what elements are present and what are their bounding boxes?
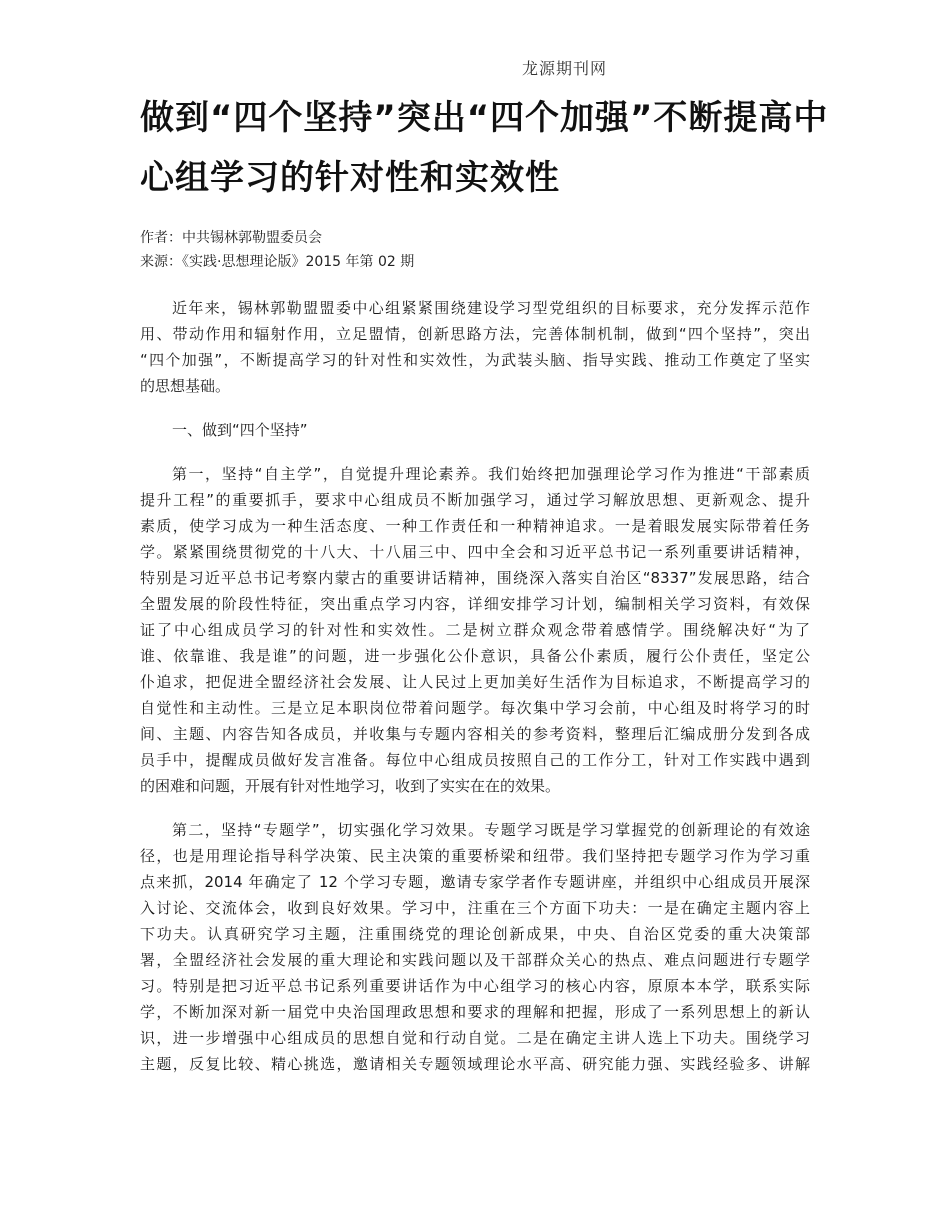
text-line: 识，进一步增强中心组成员的思想自觉和行动自觉。二是在确定主讲人选上下功夫。围绕学习 [140, 1029, 810, 1047]
text-line: 谁、依靠谁、我是谁”的问题，进一步强化公仆意识，具备公仆素质，履行公仆责任，坚定公 [140, 647, 810, 665]
title-line: 做到“四个坚持”突出“四个加强”不断提高中 [140, 98, 829, 138]
text-line: “四个加强”，不断提高学习的针对性和实效性，为武装头脑、指导实践、推动工作奠定了坚实 [140, 351, 810, 369]
text-line: 署，全盟经济社会发展的重大理论和实践问题以及干部群众关心的热点、难点问题进行专题学 [140, 951, 810, 969]
text-line: 提升工程”的重要抓手，要求中心组成员不断加强学习，通过学习解放思想、更新观念、提升 [140, 491, 810, 509]
paragraph-second [140, 817, 810, 1077]
title-line: 心组学习的针对性和实效性 [140, 158, 560, 198]
text-line: 全盟发展的阶段性特征，突出重点学习内容，详细安排学习计划，编制相关学习资料，有效保 [140, 595, 810, 613]
text-line: 一、做到“四个坚持” [172, 421, 308, 439]
text-line: 径，也是用理论指导科学决策、民主决策的重要桥梁和纽带。我们坚持把专题学习作为学习重 [140, 847, 810, 865]
section-heading [140, 417, 810, 443]
article-meta [140, 226, 414, 274]
text-line: 的思想基础。 [140, 377, 231, 395]
text-line: 第一，坚持“自主学”，自觉提升理论素养。我们始终把加强理论学习作为推进“干部素质 [172, 465, 810, 483]
text-line: 近年来，锡林郭勒盟盟委中心组紧紧围绕建设学习型党组织的目标要求，充分发挥示范作 [172, 299, 810, 317]
text-line: 习。特别是把习近平总书记系列重要讲话作为中心组学习的核心内容，原原本本学，联系实际 [140, 977, 810, 995]
text-line: 下功夫。认真研究学习主题，注重围绕党的理论创新成果，中央、自治区党委的重大决策部 [140, 925, 810, 943]
article-body [140, 295, 810, 1095]
text-line: 的困难和问题，开展有针对性地学习，收到了实实在在的效果。 [140, 777, 561, 795]
text-line: 学。紧紧围绕贯彻党的十八大、十八届三中、四中全会和习近平总书记一系列重要讲话精神， [140, 543, 810, 561]
text-line: 点来抓，2014 年确定了 12 个学习专题，邀请专家学者作专题讲座，并组织中心组成员开展深 [140, 873, 810, 891]
source-line: 来源：《实践·思想理论版》2015 年第 02 期 [140, 254, 415, 270]
article-title [140, 88, 829, 208]
text-line: 自觉性和主动性。三是立足本职岗位带着问题学。每次集中学习会前，中心组及时将学习的时 [140, 699, 810, 717]
text-line: 学，不断加深对新一届党中央治国理政思想和要求的理解和把握，形成了一系列思想上的新认 [140, 1003, 810, 1021]
author-line: 作者：中共锡林郭勒盟委员会 [140, 230, 322, 246]
text-line: 入讨论、交流体会，收到良好效果。学习中，注重在三个方面下功夫：一是在确定主题内容上 [140, 899, 810, 917]
text-line: 第二，坚持“专题学”，切实强化学习效果。专题学习既是学习掌握党的创新理论的有效途 [172, 821, 810, 839]
text-line: 间、主题、内容告知各成员，并收集与专题内容相关的参考资料，整理后汇编成册分发到各成 [140, 725, 810, 743]
paragraph-first [140, 461, 810, 799]
text-line: 仆追求，把促进全盟经济社会发展、让人民过上更加美好生活作为目标追求，不断提高学习的 [140, 673, 810, 691]
text-line: 主题，反复比较、精心挑选，邀请相关专题领域理论水平高、研究能力强、实践经验多、讲解 [140, 1055, 810, 1073]
text-line: 员手中，提醒成员做好发言准备。每位中心组成员按照自己的工作分工，针对工作实践中遇到 [140, 751, 810, 769]
text-line: 特别是习近平总书记考察内蒙古的重要讲话精神，围绕深入落实自治区“8337”发展思路，结合 [140, 569, 810, 587]
text-line: 证了中心组成员学习的针对性和实效性。二是树立群众观念带着感情学。围绕解决好“为了 [140, 621, 810, 639]
text-line: 用、带动作用和辐射作用，立足盟情，创新思路方法，完善体制机制，做到“四个坚持”，突出 [140, 325, 810, 343]
site-name: 龙源期刊网 [522, 59, 608, 78]
paragraph-intro [140, 295, 810, 399]
text-line: 素质，使学习成为一种生活态度、一种工作责任和一种精神追求。一是着眼发展实际带着任务 [140, 517, 810, 535]
